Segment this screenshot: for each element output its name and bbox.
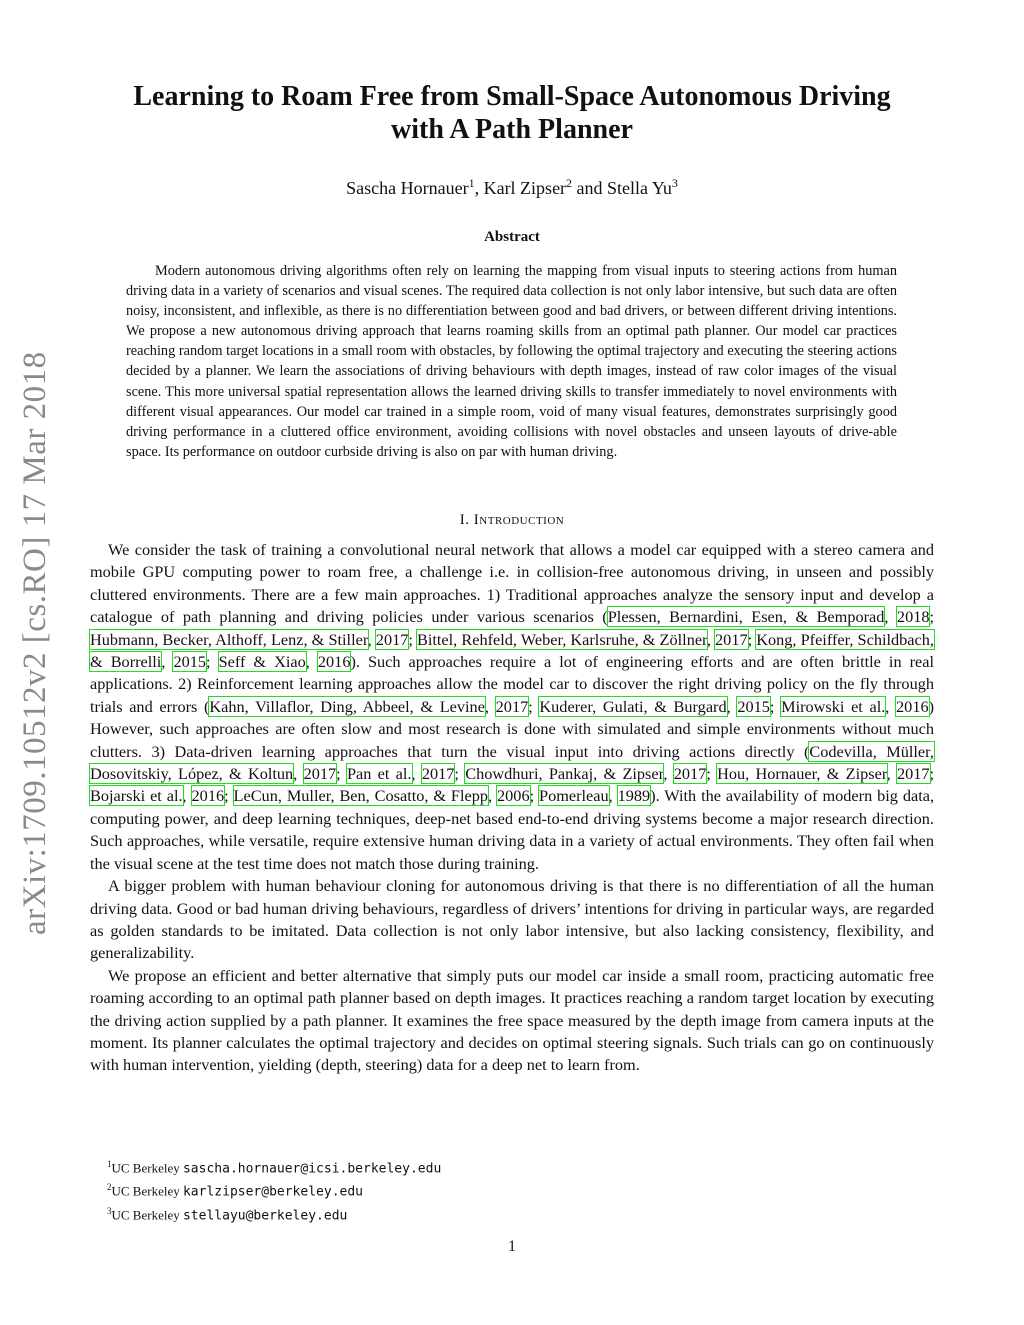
title-line-2: with A Path Planner (391, 114, 633, 145)
citation-link[interactable]: 2015 (737, 696, 770, 716)
arxiv-identifier: arXiv:1709.10512v2 [cs.RO] 17 Mar 2018 (17, 351, 53, 935)
footnote-affiliation: UC Berkeley (111, 1183, 180, 1199)
citation-link[interactable]: Bittel, Rehfeld, Weber, Karlsruhe, & Zöllner (417, 629, 707, 649)
footnote-number: 3 (107, 1205, 112, 1216)
paragraph-text: , (884, 607, 897, 627)
paragraph-text: ). Such approaches require a lot of engineering efforts and are often brittle in real applications. 2) Reinforcement learning approaches allow the model car to discover the right driving policy on the fly through trials and errors ( (90, 652, 935, 716)
paragraph-text: ; (454, 764, 466, 784)
footnote (107, 1202, 441, 1225)
author-separator: , (474, 178, 484, 198)
paragraph-text: , (367, 629, 376, 649)
citation-link[interactable]: 2016 (191, 786, 225, 806)
paragraph-text: , (293, 764, 304, 784)
citation-link[interactable]: Pan et al. (346, 764, 412, 784)
citation-link[interactable]: Kong, Pfeiffer, Schildbach, & Borrelli (90, 629, 934, 672)
citation-link[interactable]: 2017 (375, 629, 409, 649)
paragraph-text: We consider the task of training a convolutional neural network that allows a model car equipped with a stereo camera and mobile GPU computing power to roam free, a challenge i.e. in collision-free autonomous driving, in unseen and possibly cluttered environments. There are a few main approaches. 1) Traditional approaches analyze the sensory input and develop a catalogue of path planning and driving policies under various scenarios ( (90, 540, 934, 627)
paragraph: We propose an efficient and better alternative that simply puts our model car inside a small room, practicing automatic free roaming according to an optimal path planner based on depth images. It practices reaching a random target location by executing the driving action supplied by a path planner. It examines the free space measured by the depth image from camera inputs at the moment. Its planner calculates the optimal trajectory and decides on optimal steering signals. Such trials can go on continuously with human intervention, yielding (depth, steering) data for a deep net to learn from. (90, 965, 934, 1075)
citation-link[interactable]: Bojarski et al. (90, 786, 183, 806)
paragraph-text: , (726, 696, 738, 716)
author-list (90, 176, 934, 199)
citation-link[interactable]: Chowdhuri, Pankaj, & Zipser (465, 764, 664, 784)
section-number: I. (459, 512, 470, 528)
citation-link[interactable]: 2017 (495, 696, 529, 716)
citation-link[interactable]: Kuderer, Gulati, & Burgard (539, 696, 727, 716)
paragraph-text: , (305, 652, 318, 672)
footnote-number: 1 (107, 1159, 112, 1169)
paragraph-text: , (886, 764, 897, 784)
citation-link[interactable]: 2006 (497, 786, 530, 806)
paragraph-text: , (608, 786, 618, 806)
footnote-number: 2 (107, 1182, 112, 1193)
paragraph-text: ; (747, 629, 757, 649)
citation-link[interactable]: Plessen, Bernardini, Esen, & Bemporad (607, 607, 885, 627)
citation-link[interactable]: Mirowski et al. (781, 696, 886, 716)
paragraph-text: , (411, 764, 422, 784)
paragraph-text: , (182, 786, 192, 806)
citation-link[interactable]: Hou, Hornauer, & Zipser (717, 764, 887, 784)
paragraph-text: ; (706, 764, 718, 784)
paragraph-text: ; (929, 764, 935, 784)
citation-link[interactable]: 2016 (896, 696, 929, 716)
footnote-email[interactable]: sascha.hornauer@icsi.berkeley.edu (182, 1161, 442, 1177)
citation-link[interactable]: 2017 (673, 764, 707, 784)
footnote-affiliation: UC Berkeley (111, 1160, 180, 1176)
page-number: 1 (508, 1238, 516, 1255)
section-title: Introduction (473, 512, 565, 528)
citation-link[interactable]: Pomerleau (539, 786, 609, 806)
paragraph-text: , (484, 696, 496, 716)
paragraph-text: , (706, 629, 716, 649)
paragraph-text: ; (408, 629, 417, 649)
author-affiliation-mark: 3 (671, 176, 678, 190)
author-name: Karl Zipser (483, 178, 567, 198)
abstract-heading: Abstract (484, 229, 540, 245)
citation-link[interactable]: 2016 (317, 652, 351, 672)
author-separator: and (572, 178, 608, 198)
paragraph-text: , (488, 786, 498, 806)
footnote (107, 1155, 441, 1178)
footnotes (107, 1155, 441, 1225)
footnote-affiliation: UC Berkeley (111, 1206, 180, 1222)
title-line-1: Learning to Roam Free from Small-Space Autonomous Driving (133, 81, 891, 112)
paragraph-text: ). With the availability of modern big data, computing power, and deep learning techniques, deep-net based end-to-end driving systems become a major research direction. Such approaches, while versatile, require extensive human driving data in a variety of actual environments. They often fail when the visual scene at the test time does not match those during training. (90, 786, 935, 873)
citation-link[interactable]: 2017 (896, 764, 930, 784)
author-affiliation-mark: 2 (566, 176, 573, 190)
paragraph-text: , (663, 764, 674, 784)
citation-link[interactable]: 2017 (303, 764, 337, 784)
citation-link[interactable]: 2017 (421, 764, 455, 784)
author-name: Sascha Hornauer (346, 178, 469, 198)
author-name: Stella Yu (607, 178, 672, 198)
citation-link[interactable]: 2015 (173, 652, 207, 672)
paragraph: A bigger problem with human behaviour cloning for autonomous driving is that there is no differentiation of all the human driving data. Good or bad human driving behaviours, regardless of drivers’ intentions for driving in particular ways, are regarded as golden standards to be imitated. Data collection is not only labor intensive, but also lacking consistency, flexibility, and generalizability. (90, 876, 934, 963)
paragraph-text: ; (529, 786, 540, 806)
paragraph-text: ; (206, 652, 219, 672)
paragraph-text: ; (528, 696, 540, 716)
paragraph-text: ) However, such approaches are often slow and most research is done with simulated and simple environments without much clutters. 3) Data-driven learning approaches that turn the visual input into driving actions directly ( (90, 696, 935, 761)
paragraph-text: , (885, 696, 897, 716)
footnote (107, 1178, 441, 1201)
citation-link[interactable]: Hubmann, Becker, Althoff, Lenz, & Stiller (90, 629, 368, 649)
citation-link[interactable]: Kahn, Villaflor, Ding, Abbeel, & Levine (209, 696, 485, 716)
author-affiliation-mark: 1 (468, 176, 475, 190)
citation-link[interactable]: Codevilla, Müller, Dosovitskiy, López, & Koltun (90, 741, 934, 784)
paragraph-text: , (161, 652, 174, 672)
footnote-email[interactable]: karlzipser@berkeley.edu (182, 1184, 363, 1200)
paper-title (90, 80, 934, 146)
section-heading (90, 512, 934, 529)
paragraph-text: ; (224, 786, 234, 806)
citation-link[interactable]: 1989 (617, 786, 651, 806)
citation-link[interactable]: 2018 (896, 607, 930, 627)
citation-link[interactable]: Seff & Xiao (218, 652, 306, 672)
footnote-email[interactable]: stellayu@berkeley.edu (182, 1207, 348, 1223)
abstract-text: Modern autonomous driving algorithms often rely on learning the mapping from visual inputs to steering actions from human driving data in a variety of scenarios and visual scenes. The required data collection is not only labor intensive, but such data are often noisy, inconsistent, and inflexible, as there is no differentiation between good and bad drivers, or between different driving intentions. We propose a new autonomous driving approach that learns roaming skills from an optimal path planner. Our model car practices reaching random target locations in a small room with obstacles, by following the optimal trajectory and executing the steering actions decided by a planner. We learn the associations of driving behaviours with depth images, instead of raw color images of the visual scene. This more universal spatial representation allows the learned driving skills to transfer immediately to novel environments with different visual appearances. Our model car trained in a simple room, void of many visual features, demonstrates surprisingly good driving performance in a cluttered office environment, avoiding collisions with novel obstacles and unseen layouts of drive-able space. Its performance on outdoor curbside driving is also on par with human driving. (126, 263, 897, 460)
introduction-body (90, 539, 934, 1077)
citation-link[interactable]: LeCun, Muller, Ben, Cosatto, & Flepp (233, 786, 489, 806)
paragraph-text: ; (929, 607, 935, 627)
citation-link[interactable]: 2017 (715, 629, 748, 649)
paragraph-text: ; (769, 696, 782, 716)
paragraph (90, 539, 934, 875)
paragraph-text: ; (336, 764, 347, 784)
